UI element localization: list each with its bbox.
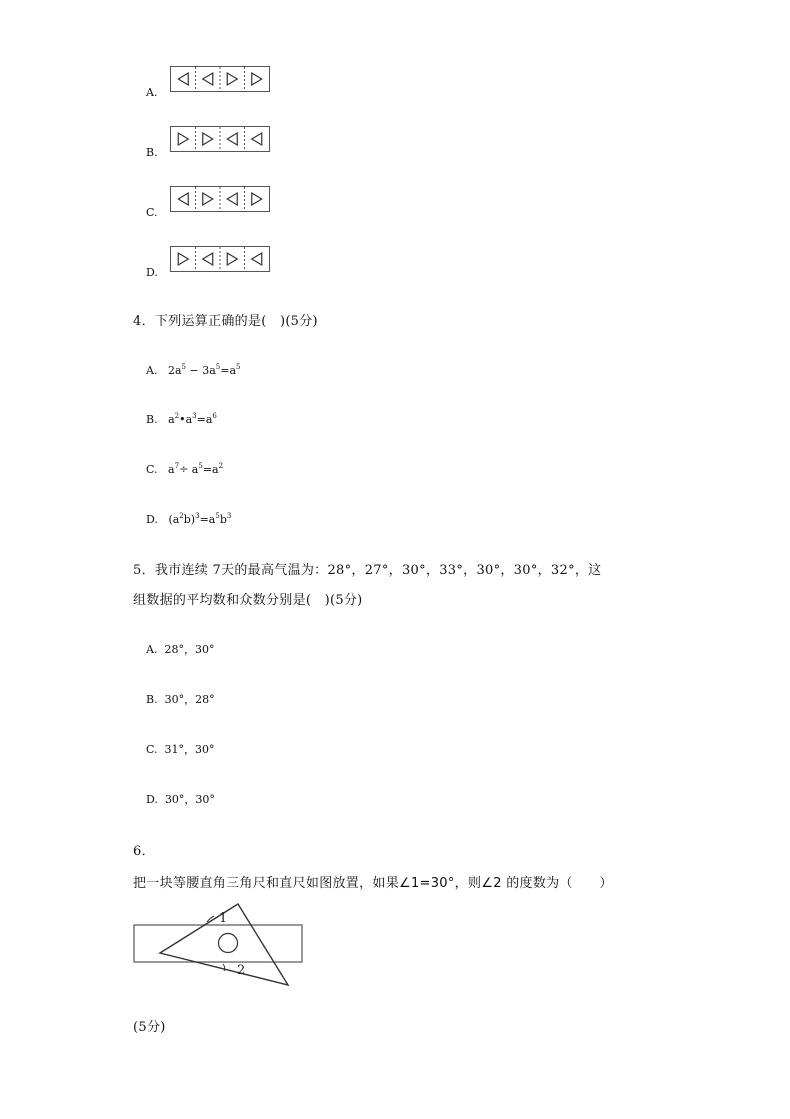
option-label: C.: [146, 463, 158, 476]
angle-label-1: 1: [219, 911, 228, 926]
triangle-left-icon: [227, 193, 237, 205]
q5-stem-line-2: 组数据的平均数和众数分别是( )(5分): [133, 593, 363, 608]
exponent: 5: [181, 363, 186, 371]
arrow-strip: [170, 126, 270, 152]
angle-2-arc: [223, 964, 225, 971]
triangle-left-icon: [178, 193, 188, 205]
q5-stem-line-1: 5．我市连续 7天的最高气温为：28°，27°，30°，33°，30°，30°，32°，这: [133, 563, 602, 578]
q4-option-c: [146, 463, 223, 476]
arrow-strip-graphic: [171, 67, 269, 91]
arrow-strip-graphic: [171, 127, 269, 151]
expr-term: =a: [202, 463, 219, 476]
arrow-strip-graphic: [171, 187, 269, 211]
triangle-left-icon: [227, 133, 237, 145]
option-label: A.: [146, 643, 158, 656]
triangle-left-icon: [252, 253, 262, 265]
triangle-right-icon: [178, 133, 188, 145]
triangle-right-icon: [203, 193, 213, 205]
expr-term: ÷ a: [179, 463, 199, 476]
option-label: C.: [146, 743, 158, 756]
exponent: 7: [174, 462, 180, 470]
option-text: 28°，30°: [164, 643, 215, 656]
triangle-right-icon: [227, 253, 237, 265]
q5-option-d: [146, 791, 215, 807]
arrow-strip: [170, 186, 270, 212]
option-label: B.: [146, 146, 158, 159]
q4-option-b: [146, 413, 217, 426]
q6-score: (5分): [133, 1020, 166, 1035]
arrow-strip: [170, 66, 270, 92]
option-label: B.: [146, 693, 158, 706]
exponent: 2: [218, 462, 224, 470]
option-text: 30°，30°: [164, 793, 215, 806]
q6-number: 6．: [133, 844, 155, 859]
option-label: C.: [146, 206, 158, 219]
expr-term: b): [183, 513, 196, 526]
expr-term: •a: [179, 413, 193, 426]
exponent: 6: [212, 412, 217, 420]
option-label: A.: [146, 86, 158, 99]
q4-stem: 4．下列运算正确的是( )(5分): [133, 314, 318, 329]
exponent: 3: [192, 412, 197, 420]
expr-term: 2a: [167, 364, 182, 377]
exponent: 5: [215, 512, 220, 520]
q4-option-d: [146, 513, 231, 526]
expr-term: a: [168, 463, 175, 476]
arrow-strip: [170, 246, 270, 272]
triangle-left-icon: [203, 73, 213, 85]
ruler-triangle-figure: [130, 895, 310, 995]
exponent: 5: [215, 363, 221, 371]
expr-term: =a: [220, 364, 237, 377]
arrow-strip-graphic: [171, 247, 269, 271]
option-label: B.: [146, 413, 158, 426]
expr-term: (a: [168, 513, 180, 526]
expr-term: − 3a: [185, 364, 216, 377]
exponent: 2: [174, 412, 180, 420]
q4-option-a: [146, 364, 240, 377]
triangle-left-icon: [252, 133, 262, 145]
triangle-right-icon: [252, 73, 262, 85]
option-label: D.: [146, 513, 158, 526]
q6-stem: 把一块等腰直角三角尺和直尺如图放置，如果∠1=30°，则∠2 的度数为（ ）: [133, 876, 613, 891]
option-label: D.: [146, 266, 158, 279]
exponent: 5: [236, 363, 241, 371]
exponent: 3: [226, 512, 232, 520]
exponent: 2: [179, 512, 184, 520]
expr-term: =a: [199, 513, 216, 526]
triangle-right-icon: [203, 133, 213, 145]
angle-label-2: 2: [237, 963, 246, 978]
expr-term: a: [168, 413, 175, 426]
expr-term: b: [219, 513, 227, 526]
option-text: 31°，30°: [164, 743, 215, 756]
triangle-right-icon: [252, 193, 262, 205]
triangle-right-icon: [227, 73, 237, 85]
triangle-hole: [219, 934, 238, 953]
triangle-left-icon: [203, 253, 213, 265]
q5-option-c: [146, 741, 215, 757]
exponent: 3: [195, 512, 200, 520]
option-label: A.: [146, 364, 158, 377]
expr-term: =a: [196, 413, 213, 426]
triangle-right-icon: [178, 253, 188, 265]
q5-option-b: [146, 691, 215, 707]
q5-option-a: [146, 641, 214, 657]
option-text: 30°，28°: [164, 693, 215, 706]
triangle-left-icon: [178, 73, 188, 85]
option-label: D.: [146, 793, 158, 806]
exponent: 5: [198, 462, 203, 470]
